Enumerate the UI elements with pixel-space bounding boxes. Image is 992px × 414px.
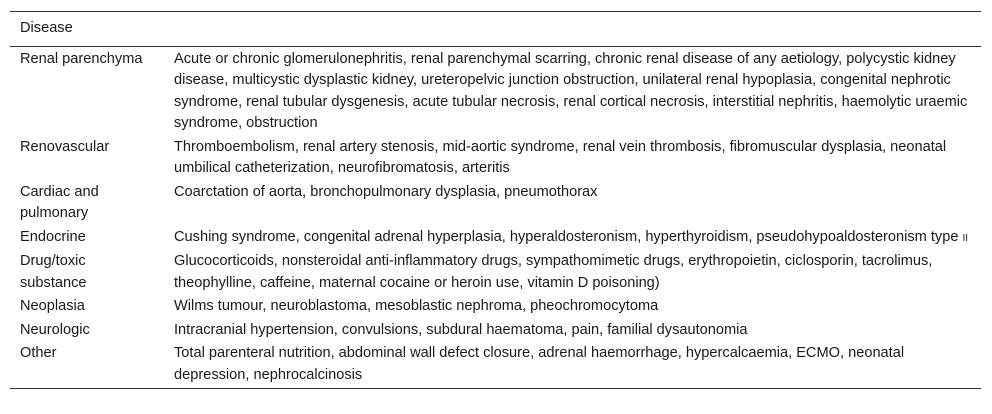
disease-table — [10, 11, 981, 389]
table-row — [10, 182, 981, 227]
row-conditions — [154, 227, 981, 252]
row-category: Renovascular — [20, 138, 110, 155]
row-category: Renal parenchyma — [20, 50, 143, 67]
table-row — [10, 137, 981, 182]
table-row — [10, 227, 981, 252]
table-row — [10, 251, 981, 296]
row-category: Neoplasia — [20, 298, 85, 314]
row-conditions: Intracranial hypertension, convulsions, subdural haematoma, pain, familial dysautonomia — [174, 321, 748, 338]
row-conditions: Glucocorticoids, nonsteroidal anti-inflammatory drugs, sympathomimetic drugs, erythropoietin, ciclosporin, tacrolimus, theophylline, caffeine, maternal cocaine or heroin use, vitamin D poisoning) — [174, 253, 933, 291]
table-row — [10, 296, 981, 320]
row-category: Neurologic — [20, 321, 90, 338]
row-conditions: Acute or chronic glomerulonephritis, renal parenchymal scarring, chronic renal disease of any aetiology, polycystic kidney disease, multicystic dysplastic kidney, ureteropelvic junction obstruction, unilateral renal hypoplasia, congenital nephrotic syndrome, renal tubular dysgenesis, acute tubular necrosis, renal cortical necrosis, interstitial nephritis, haemolytic uraemic syndrome, obstruction — [174, 50, 968, 131]
row-conditions: Total parenteral nutrition, abdominal wall defect closure, adrenal haemorrhage, hypercalcaemia, ECMO, neonatal depression, nephrocalcinosis — [154, 343, 981, 389]
table-row — [10, 46, 981, 137]
table-header-row — [10, 12, 981, 47]
table-row — [10, 343, 981, 389]
table-row — [10, 320, 981, 344]
row-conditions-suffix: II — [962, 232, 969, 244]
row-conditions: Coarctation of aorta, bronchopulmonary dysplasia, pneumothorax — [174, 183, 598, 200]
row-conditions: Wilms tumour, neuroblastoma, mesoblastic nephroma, pheochromocytoma — [174, 298, 659, 314]
table-header-disease: Disease — [10, 12, 981, 47]
disease-table-container — [10, 11, 981, 389]
row-category: Cardiac and pulmonary — [20, 183, 99, 221]
row-category: Drug/toxic substance — [20, 253, 87, 291]
row-conditions-text: Cushing syndrome, congenital adrenal hyperplasia, hyperaldosteronism, hyperthyroidism, pseudohypoaldosteronism type — [174, 228, 959, 245]
row-category: Other — [10, 343, 154, 389]
row-category: Endocrine — [20, 228, 86, 245]
row-conditions: Thromboembolism, renal artery stenosis, mid-aortic syndrome, renal vein thrombosis, fibromuscular dysplasia, neonatal umbilical catheterization, neurofibromatosis, arteritis — [174, 138, 947, 176]
